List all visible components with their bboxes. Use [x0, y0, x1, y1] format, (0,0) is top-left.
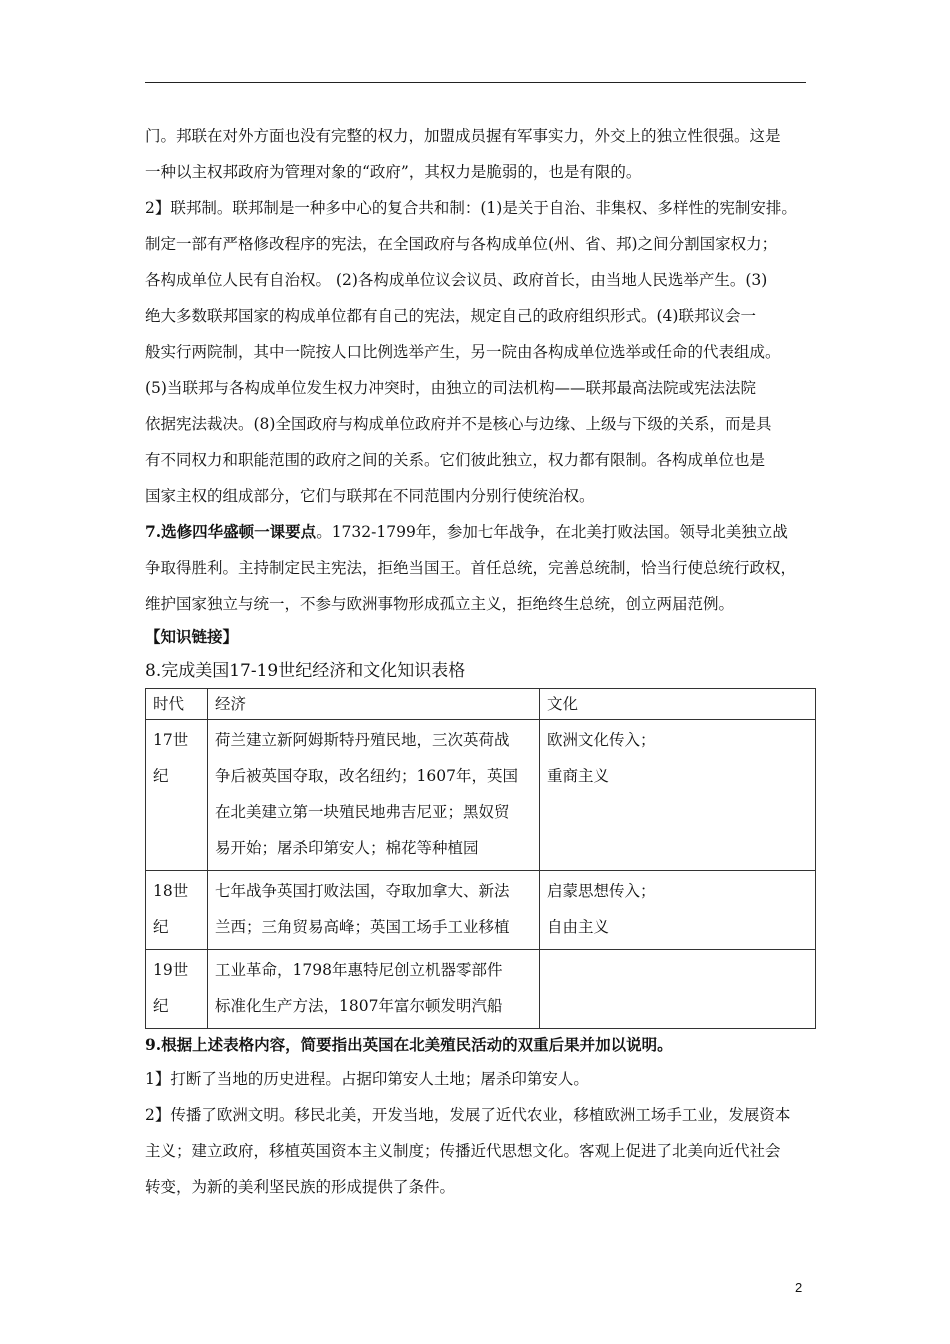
cell-line: 18世 [153, 882, 189, 900]
paragraph-line: 转变，为新的美利坚民族的形成提供了条件。 [145, 1178, 456, 1196]
culture-cell [540, 950, 816, 1029]
q9-title: 9.根据上述表格内容，简要指出英国在北美殖民活动的双重后果并加以说明。 [145, 1035, 673, 1054]
history-table [145, 688, 816, 1029]
paragraph-line: 国家主权的组成部分，它们与联邦在不同范围内分别行使统治权。 [145, 487, 595, 505]
cell-line: 自由主义 [547, 918, 610, 936]
era-cell [146, 871, 208, 950]
paragraph-line: 维护国家独立与统一，不参与欧洲事物形成孤立主义，拒绝终生总统，创立两届范例。 [145, 595, 735, 613]
table-header-row [146, 689, 816, 720]
paragraph-line: 各构成单位人民有自治权。 (2)各构成单位议会议员、政府首长，由当地人民选举产生。(3) [145, 271, 768, 289]
cell-line: 七年战争英国打败法国，夺取加拿大、新法 [215, 882, 510, 900]
paragraph-line: 1】打断了当地的历史进程。占据印第安人土地；屠杀印第安人。 [145, 1070, 589, 1088]
cell-line: 荷兰建立新阿姆斯特丹殖民地，三次英荷战 [215, 731, 510, 749]
page-body [145, 118, 817, 1205]
paragraph-line: 主义；建立政府，移植英国资本主义制度；传播近代思想文化。客观上促进了北美向近代社会 [145, 1142, 781, 1160]
q7-text: 。1732-1799年，参加七年战争，在北美打败法国。领导北美独立战 [316, 523, 788, 541]
page-number: 2 [795, 1280, 803, 1295]
cell-line: 欧洲文化传入； [547, 731, 656, 749]
culture-cell [540, 871, 816, 950]
cell-line: 在北美建立第一块殖民地弗吉尼亚；黑奴贸 [215, 803, 510, 821]
paragraph-line: 2】传播了欧洲文明。移民北美，开发当地，发展了近代农业，移植欧洲工场手工业，发展资本 [145, 1106, 791, 1124]
cell-line: 争后被英国夺取，改名纽约；1607年，英国 [215, 767, 518, 785]
header-economy: 经济 [208, 689, 540, 720]
era-cell [146, 950, 208, 1029]
cell-line: 易开始；屠杀印第安人；棉花等种植园 [215, 839, 479, 857]
q8-title: 8.完成美国17-19世纪经济和文化知识表格 [145, 661, 466, 681]
cell-line: 纪 [153, 767, 169, 785]
knowledge-link-heading: 【知识链接】 [145, 627, 239, 646]
cell-line: 标准化生产方法，1807年富尔顿发明汽船 [215, 997, 503, 1015]
q7-first-line [145, 514, 817, 550]
paragraph-line: (5)当联邦与各构成单位发生权力冲突时，由独立的司法机构——联邦最高法院或宪法法院 [145, 379, 756, 397]
cell-line: 纪 [153, 918, 169, 936]
header-culture: 文化 [540, 689, 816, 720]
cell-line: 兰西；三角贸易高峰；英国工场手工业移植 [215, 918, 510, 936]
table-row [146, 720, 816, 871]
cell-line: 17世 [153, 731, 189, 749]
cell-line: 19世 [153, 961, 189, 979]
cell-line: 纪 [153, 997, 169, 1015]
header-era: 时代 [146, 689, 208, 720]
economy-cell [208, 871, 540, 950]
paragraph-line: 制定一部有严格修改程序的宪法，在全国政府与各构成单位(州、省、邦)之间分割国家权力； [145, 235, 778, 253]
economy-cell [208, 950, 540, 1029]
paragraph-line: 依据宪法裁决。(8)全国政府与构成单位政府并不是核心与边缘、上级与下级的关系，而是具 [145, 415, 772, 433]
table-row [146, 950, 816, 1029]
paragraph-line: 争取得胜利。主持制定民主宪法，拒绝当国王。首任总统，完善总统制，恰当行使总统行政权， [145, 559, 797, 577]
paragraph-line: 2】联邦制。联邦制是一种多中心的复合共和制：(1)是关于自治、非集权、多样性的宪制安排。 [145, 199, 797, 217]
header-rule [145, 82, 806, 83]
cell-line: 启蒙思想传入； [547, 882, 656, 900]
q7-label: 7.选修四华盛顿一课要点 [145, 522, 317, 541]
era-cell [146, 720, 208, 871]
economy-cell [208, 720, 540, 871]
cell-line: 重商主义 [547, 767, 610, 785]
paragraph-line: 门。邦联在对外方面也没有完整的权力，加盟成员握有军事实力，外交上的独立性很强。这是 [145, 127, 781, 145]
culture-cell [540, 720, 816, 871]
table-row [146, 871, 816, 950]
paragraph-line: 一种以主权邦政府为管理对象的“政府”，其权力是脆弱的，也是有限的。 [145, 163, 642, 181]
paragraph-line: 绝大多数联邦国家的构成单位都有自己的宪法，规定自己的政府组织形式。(4)联邦议会一 [145, 307, 756, 325]
paragraph-line: 有不同权力和职能范围的政府之间的关系。它们彼此独立，权力都有限制。各构成单位也是 [145, 451, 766, 469]
paragraph-line: 般实行两院制，其中一院按人口比例选举产生，另一院由各构成单位选举或任命的代表组成。 [145, 343, 781, 361]
cell-line: 工业革命，1798年惠特尼创立机器零部件 [215, 961, 503, 979]
